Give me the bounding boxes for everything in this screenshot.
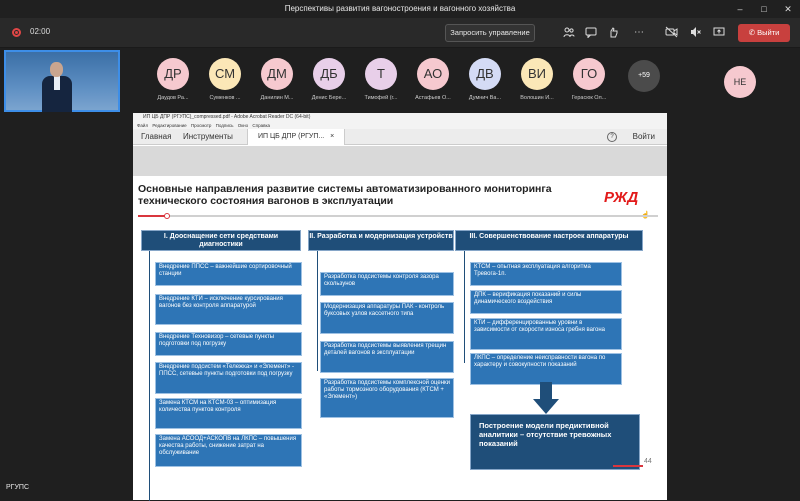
col3-item: ДПК – верификация показаний и силы динамического воздействия [470,290,622,314]
rzd-logo [600,185,644,207]
participant-avatar[interactable] [410,58,456,101]
col2-item: Разработка подсистемы выявления трещин деталей вагонов в эксплуатации [320,341,454,373]
window-controls [728,0,800,18]
slide-page-number: 44 [644,458,652,465]
participant-initials: ДБ [313,58,345,90]
col1-item: Внедрение КТИ – исключение курсирования вагонов без контроля аппаратурой [155,294,302,325]
signin-link[interactable]: Войти [632,132,655,141]
participant-initials: Т [365,58,397,90]
participant-name: Тимофей (г... [364,95,398,101]
leave-button[interactable] [738,24,790,42]
camera-off-icon[interactable] [664,26,678,40]
meeting-timer: 02:00 [30,27,51,36]
presenter-name: РГУПС [6,484,29,491]
pdf-window-title: ИП ЦБ ДПР (РГУПС)_compressed.pdf - Adobe Acrobat Reader DC (64-bit) [133,113,667,122]
col2-item: Модернизация аппаратуры ПАК - контроль буксовых узлов кассетного типа [320,302,454,334]
participants-icon[interactable] [562,26,576,40]
col1-item: Внедрение Техновизор – сетевые пункты подготовки под погрузку [155,332,302,356]
participant-name: Думнич Ва... [468,95,502,101]
result-box: Построение модели предиктивной аналитики – отсутствие тревожных показаний [470,414,640,470]
participant-initials: ДР [157,58,189,90]
col3-item: КТСМ – опытная эксплуатация алгоритма Тревога-1п. [470,262,622,286]
meeting-toolbar [0,18,800,48]
pdf-tab-bar [133,129,667,145]
participant-avatar-ne[interactable]: НЕ [724,66,756,98]
col1-item: Внедрение подсистем «Тележка» и «Элемент» - ППСС, сетевые пункты подготовки под погрузку [155,362,302,394]
close-button[interactable]: ✕ [784,4,792,14]
rzd-logo-text: РЖД [604,189,639,206]
column-3-bracket [464,251,465,363]
participant-name: Денис Бере... [311,95,347,101]
tab-document[interactable] [247,129,345,145]
col3-item: ЛКПС – определение неисправности вагона по характеру и совокупности показаний [470,353,622,385]
participant-avatar[interactable] [514,58,560,101]
participant-initials: ГО [573,58,605,90]
tab-tools[interactable]: Инструменты [183,132,233,141]
window-title-bar [0,0,800,18]
participant-avatar[interactable] [358,58,404,101]
participant-initials: ДМ [261,58,293,90]
pdf-toolbar-area [133,146,667,176]
window-title: Перспективы развития вагоностроения и вагонного хозяйства [284,4,516,13]
participant-avatar[interactable] [150,58,196,101]
participant-name: Данилин М... [260,95,294,101]
slide-progress-dot [164,213,170,219]
tab-document-label: ИП ЦБ ДПР (РГУП... [258,133,325,140]
participant-name: Астафьев О... [415,95,451,101]
participant-name: Суменков ... [209,95,241,101]
reactions-icon[interactable] [606,26,620,40]
minimize-button[interactable]: – [737,4,743,14]
presentation-slide [133,176,667,500]
pdf-menu-bar: Файл Редактирование Просмотр Подпись Окно Справка [133,122,667,129]
col2-item: Разработка подсистемы контроля зазора скользунов [320,272,454,296]
column-2-bracket [317,251,318,371]
participant-avatar[interactable] [306,58,352,101]
participant-avatar[interactable] [462,58,508,101]
request-control-button[interactable]: Запросить управление [445,24,535,42]
col3-item: КТИ – дифференцированные уровни в зависимости от скорости износа гребня вагона [470,318,622,350]
participant-initials: СМ [209,58,241,90]
column-header-3: III. Совершенствование настроек аппаратуры [455,230,643,251]
tab-home[interactable]: Главная [141,132,172,141]
participant-name: Волошин И... [520,95,554,101]
column-header-2: II. Разработка и модернизация устройств [308,230,454,251]
participant-avatar[interactable] [254,58,300,101]
mic-muted-icon[interactable] [688,26,702,40]
chat-icon[interactable] [584,26,598,40]
column-header-1: I. Дооснащение сети средствами диагностики [141,230,301,251]
participant-initials: ВИ [521,58,553,90]
participant-name: Даудов Ра... [157,95,189,101]
slide-title: Основные направления развитие системы автоматизированного мониторинга технического состояния вагонов в эксплуатации [138,183,552,207]
participant-avatar[interactable] [566,58,612,101]
column-1-bracket [149,251,150,501]
more-participants-button[interactable]: +59 [628,60,660,92]
col1-item: Внедрение ППСС – важнейшие сортировочный станции [155,262,302,286]
tab-close-icon[interactable]: × [330,133,335,140]
col2-item: Разработка подсистемы комплексной оценки работы тормозного оборудования (КТСМ + «Элемент») [320,378,454,418]
slide-footer-line [613,465,643,467]
col1-item: Замена АСООД+АСКОПВ на ЛКПС – повышения качества работы, снижение затрат на обслуживание [155,434,302,467]
participant-avatar[interactable] [202,58,248,101]
share-screen-icon[interactable] [712,26,726,40]
presenter-video[interactable] [4,50,120,112]
help-icon[interactable]: ? [607,132,617,142]
leave-label: Выйти [757,28,780,37]
more-options-icon[interactable]: ⋯ [634,27,644,38]
recording-icon [12,28,21,37]
slide-divider [138,215,658,217]
shared-screen [133,113,667,500]
arrow-down-icon [533,382,559,414]
phone-icon: ✆ [748,28,758,37]
participant-initials: АО [417,58,449,90]
presenter-figure [42,58,72,112]
maximize-button[interactable]: □ [761,4,767,14]
participant-name: Герасюк Ол... [571,95,607,101]
participant-initials: ДВ [469,58,501,90]
col1-item: Замена КТСМ на КТСМ-03 – оптимизация количества пунктов контроля [155,398,302,429]
